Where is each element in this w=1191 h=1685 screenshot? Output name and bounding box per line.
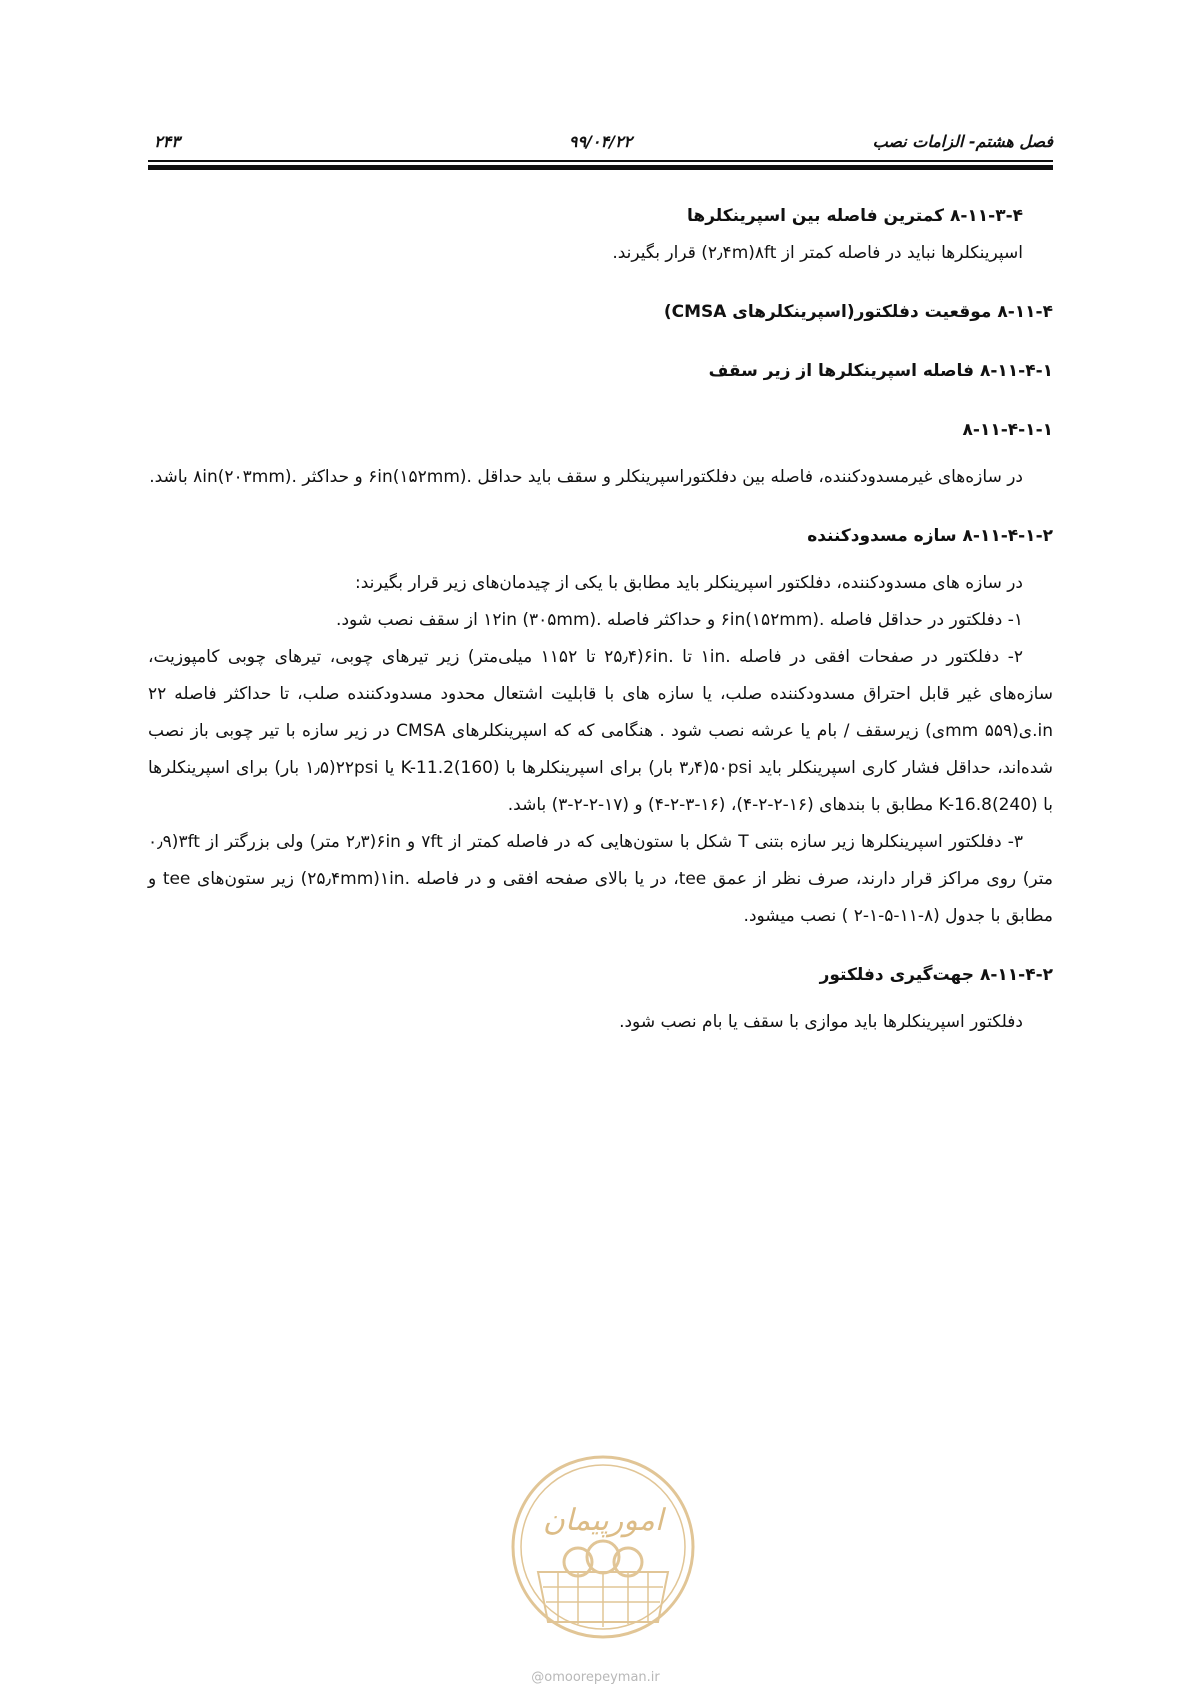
section-heading: ۸-۱۱-۴-۱-۲ سازه مسدودکننده (807, 526, 1053, 546)
page-number: ۲۴۳ (154, 132, 180, 151)
list-item: ۲- دفلکتور در صفحات افقی در فاصله .۱in تا .۶in(۲۵٫۴ تا ۱۱۵۲ میلی‌متر) زیر تیرهای چوبی، تیرهای چوبی کامپوزیت، سازه‌های غیر قابل احتراق مسدودکننده صلب، یا سازه های با قابلیت اشتعال محدود مسدودکننده صلب، تا حداکثر فاصله ۲۲ in.ی(۵۵۹ mmی) زیرسقف / بام یا عرشه نصب شود . هنگامی که که اسپرینکلرهای CMSA در زیر سازه با تیر چوبی باز نصب شده‌اند، حداقل فشار کاری اسپرینکلر باید ۵۰psi(۳٫۴ بار) برای اسپرینکلرها با K-11.2(160) یا ۲۲psi(۱٫۵ بار) برای اسپرینکلرها با K-16.8(240) مطابق با بندهای (۱۶-۲-۲-۴)، (۱۶-۳-۲-۴) و (۱۷-۲-۲-۳) باشد. (148, 647, 1054, 815)
section-heading: ۸-۱۱-۴-۱ فاصله اسپرینکلرها از زیر سقف (708, 361, 1053, 381)
paragraph: دفلکتور اسپرینکلرها باید موازی با سقف یا بام نصب شود. (619, 1012, 1023, 1032)
header-rule-thick (148, 165, 1053, 170)
section-heading: ۸-۱۱-۴-۱-۱ (962, 420, 1053, 440)
paragraph: اسپرینکلرها نباید در فاصله کمتر از ۸ft(۲٫۴m) قرار بگیرند. (612, 243, 1023, 263)
chapter-title: فصل هشتم- الزامات نصب (872, 132, 1053, 151)
section-heading: ۸-۱۱-۳-۴ کمترین فاصله بین اسپرینکلرها (687, 206, 1023, 226)
page-header (148, 132, 1053, 162)
section-heading: ۸-۱۱-۴-۲ جهت‌گیری دفلکتور (819, 965, 1053, 985)
list-item: ۱- دفلکتور در حداقل فاصله .۶in(۱۵۲mm) و حداکثر فاصله .۱۲in (۳۰۵mm) از سقف نصب شود. (336, 610, 1023, 630)
watermark-site: @omoorepeyman.ir (531, 1670, 660, 1685)
list-item: ۳- دفلکتور اسپرینکلرها زیر سازه بتنی T شکل با ستون‌هایی که در فاصله کمتر از ۷ft و ۶in(۲٫۳ متر) ولی بزرگتر از ۳ft(۰٫۹ متر) روی مراکز قرار دارند، صرف نظر از عمق tee، در یا بالای صفحه افقی و در فاصله .۱in(۲۵٫۴mm) زیر ستون‌های tee و مطابق با جدول (۸-۱۱-۵-۱-۲ ) نصب میشود. (148, 832, 1053, 926)
header-date: ۹۹/۰۴/۲۲ (568, 132, 633, 151)
watermark-text: امورپیمان (542, 1503, 664, 1538)
section-heading: ۸-۱۱-۴ موقعیت دفلکتور(اسپرینکلرهای CMSA) (663, 302, 1053, 322)
paragraph: در سازه‌های غیرمسدودکننده، فاصله بین دفلکتوراسپرینکلر و سقف باید حداقل .۶in(۱۵۲mm) و حداکثر .۸in(۲۰۳mm) باشد. (149, 467, 1023, 487)
paragraph: در سازه های مسدودکننده، دفلکتور اسپرینکلر باید مطابق با یکی از چیدمان‌های زیر قرار بگیرند: (354, 573, 1023, 593)
watermark-logo (508, 1452, 698, 1642)
header-rule-thin (148, 160, 1053, 162)
document-body (148, 198, 1053, 1041)
